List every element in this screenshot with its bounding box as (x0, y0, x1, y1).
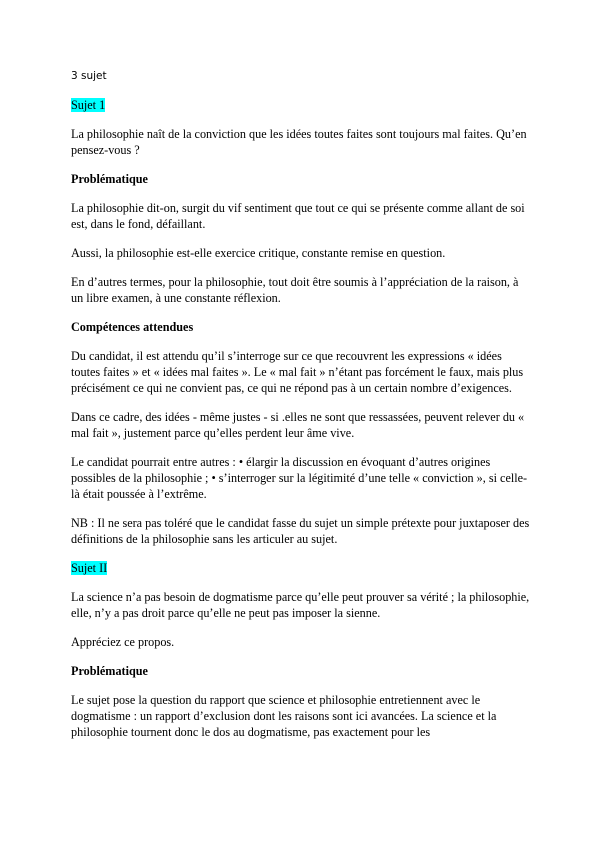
sujet2-problematique-p1: Le sujet pose la question du rapport que science et philosophie entretiennent avec le dogmatisme : un rapport d’exclusion dont les raisons sont ici avancées. La science et la philosophie tournent donc le dos au dogmatisme, pas exactement pour les (71, 693, 497, 739)
sujet2-instruction: Appréciez ce propos. (71, 635, 175, 649)
sujet2-statement: La science n’a pas besoin de dogmatisme parce qu’elle peut prouver sa vérité ; la philosophie, elle, n’y a pas droit parce qu’elle ne peut pas imposer la sienne. (71, 590, 530, 620)
sujet1-label (71, 97, 531, 113)
document-heading: 3 sujet (71, 70, 107, 82)
sujet1-problematique-p2: Aussi, la philosophie est-elle exercice critique, constante remise en question. (71, 246, 446, 260)
sujet1-statement: La philosophie naît de la conviction que les idées toutes faites sont toujours mal faites. Qu’en pensez-vous ? (71, 127, 527, 157)
document-page (71, 68, 531, 753)
sujet1-competences-title: Compétences attendues (71, 320, 194, 334)
sujet1-problematique-title: Problématique (71, 172, 148, 186)
sujet1-nb: NB : Il ne sera pas toléré que le candidat fasse du sujet un simple prétexte pour juxtaposer des définitions de la philosophie sans les articuler au sujet. (71, 516, 530, 546)
sujet1-label-highlight: Sujet 1 (71, 98, 106, 112)
sujet2-label-highlight: Sujet II (71, 561, 108, 575)
sujet1-competences-p2: Dans ce cadre, des idées - même justes - si .elles ne sont que ressassées, peuvent relever du « mal fait », justement parce qu’elles perdent leur âme vive. (71, 410, 525, 440)
sujet2-problematique-title: Problématique (71, 664, 148, 678)
sujet1-competences-p1: Du candidat, il est attendu qu’il s’interroge sur ce que recouvrent les expressions « idées toutes faites » et « idées mal faites ». Le « mal fait » n’étant pas forcément le faux, mais plus précisément ce qui ne convient pas, ce qui ne répond pas à un certain nombre d’exigences. (71, 349, 524, 395)
sujet1-problematique-p1: La philosophie dit-on, surgit du vif sentiment que tout ce qui se présente comme allant de soi est, dans le fond, défaillant. (71, 201, 525, 231)
sujet1-competences-p3: Le candidat pourrait entre autres : • élargir la discussion en évoquant d’autres origines possibles de la philosophie ; • s’interroger sur la légitimité d’une telle « conviction », si celle-là était poussée à l’extrême. (71, 455, 528, 501)
sujet2-label (71, 560, 531, 576)
sujet1-problematique-p3: En d’autres termes, pour la philosophie, tout doit être soumis à l’appréciation de la raison, à un libre examen, à une constante réflexion. (71, 275, 519, 305)
